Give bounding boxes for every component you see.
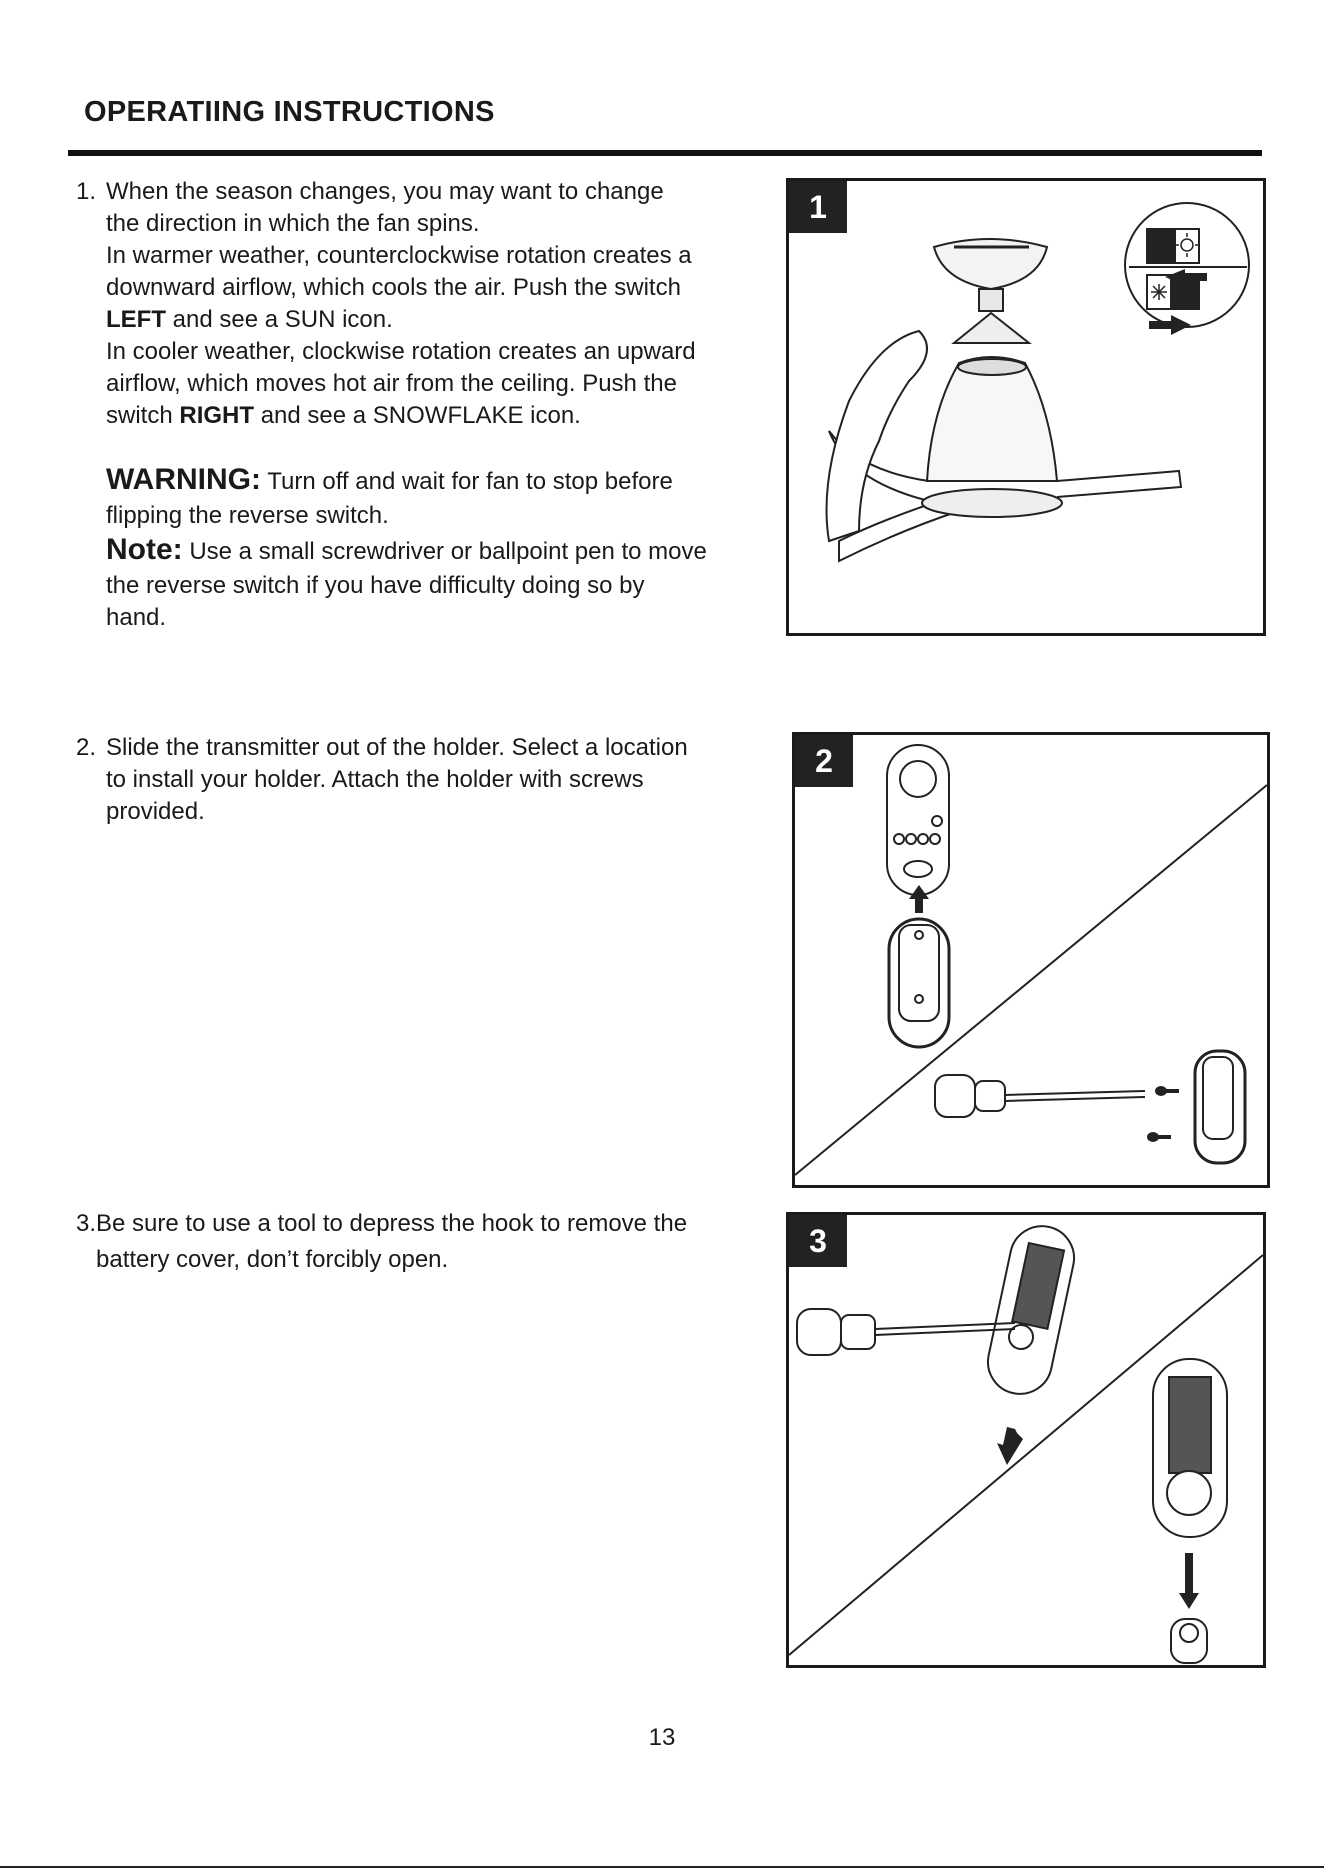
screw-icon	[1147, 1086, 1179, 1142]
holder-illustration	[795, 735, 1267, 1185]
step-1-number: 1.	[76, 178, 97, 205]
figure-1-badge: 1	[789, 181, 847, 233]
step-1-line: airflow, which moves hot air from the ceiling. Push the	[106, 370, 677, 397]
arrow-down-icon	[1179, 1553, 1199, 1609]
warning-text: flipping the reverse switch.	[106, 502, 389, 529]
step-2-number: 2.	[76, 734, 97, 761]
step-1-line: the direction in which the fan spins.	[106, 210, 480, 237]
step-2-line: provided.	[106, 798, 205, 825]
step-1-line: In warmer weather, counterclockwise rotation creates a	[106, 242, 692, 269]
right-keyword: RIGHT	[179, 402, 255, 429]
page-title: OPERATIING INSTRUCTIONS	[84, 96, 495, 128]
step-1-line: and see a SNOWFLAKE icon.	[254, 402, 581, 429]
step-2-text	[76, 732, 776, 828]
battery-cover-illustration	[789, 1215, 1263, 1665]
note-text: Use a small screwdriver or ballpoint pen to move	[182, 538, 707, 565]
step-1-line: switch	[106, 402, 180, 429]
figure-1-fan-reverse-switch	[786, 178, 1266, 636]
title-rule	[68, 150, 1262, 156]
step-2-line: Slide the transmitter out of the holder. Select a location	[106, 734, 688, 761]
arrow-down-icon	[997, 1427, 1023, 1465]
step-3-line: battery cover, don’t forcibly open.	[96, 1246, 449, 1273]
snowflake-icon	[1151, 284, 1167, 300]
footer-rule	[0, 1866, 1324, 1868]
note-label: Note:	[106, 533, 183, 566]
page-number: 13	[648, 1724, 676, 1751]
note-text: the reverse switch if you have difficulty doing so by	[106, 572, 645, 599]
step-1-line: When the season changes, you may want to change	[106, 178, 664, 205]
figure-3-battery-cover	[786, 1212, 1266, 1668]
fan-illustration	[789, 181, 1263, 633]
figure-2-badge: 2	[795, 735, 853, 787]
step-1-line: and see a SUN icon.	[166, 306, 393, 333]
step-2-line: to install your holder. Attach the holder with screws	[106, 766, 644, 793]
figure-3-badge: 3	[789, 1215, 847, 1267]
note-text: hand.	[106, 604, 167, 631]
step-3-text	[76, 1206, 776, 1278]
warning-label: WARNING:	[106, 463, 261, 496]
figure-2-holder-install	[792, 732, 1270, 1188]
step-1-text	[76, 176, 776, 634]
warning-text: Turn off and wait for fan to stop before	[260, 468, 673, 495]
step-3-line: 3.Be sure to use a tool to depress the hook to remove the	[76, 1210, 688, 1237]
step-1-line: downward airflow, which cools the air. Push the switch	[106, 274, 681, 301]
left-keyword: LEFT	[106, 306, 166, 333]
step-1-line: In cooler weather, clockwise rotation creates an upward	[106, 338, 696, 365]
